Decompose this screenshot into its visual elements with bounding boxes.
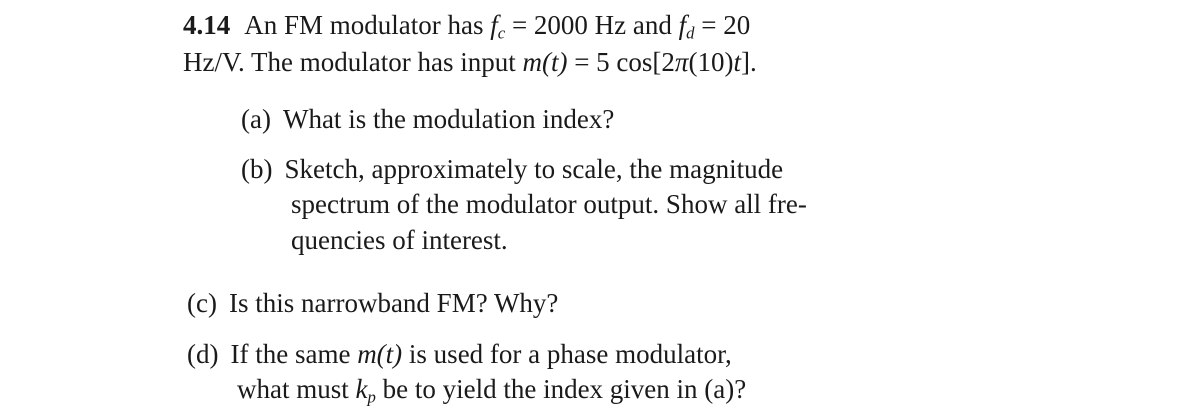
statement-text: = 20 bbox=[694, 10, 751, 40]
part-d-line-2 bbox=[237, 374, 747, 407]
part-c-text: Is this narrowband FM? Why? bbox=[228, 288, 559, 318]
part-a-label: (a) bbox=[241, 104, 271, 134]
phase-constant-symbol: $k_p$ bbox=[355, 374, 376, 407]
part-d-text: what must bbox=[237, 374, 356, 404]
statement-text: (10) bbox=[688, 47, 734, 77]
part-b-line-3 bbox=[291, 227, 508, 254]
part-a bbox=[241, 106, 614, 133]
part-d-text: be to yield the index given in (a)? bbox=[375, 374, 747, 404]
message-signal-expression: m(t) bbox=[357, 339, 403, 369]
statement-text: = 5 cos[2 bbox=[567, 47, 675, 77]
problem-statement-line-2 bbox=[183, 49, 757, 76]
part-b-text: spectrum of the modulator output. Show all fre- bbox=[291, 189, 807, 219]
pi-symbol: π bbox=[674, 47, 689, 77]
part-b-text: quencies of interest. bbox=[291, 225, 508, 255]
part-d-label: (d) bbox=[187, 339, 219, 369]
part-d-text: If the same bbox=[230, 339, 358, 369]
time-variable: t bbox=[733, 47, 741, 77]
statement-text: = 2000 Hz and bbox=[505, 10, 679, 40]
statement-text: ]. bbox=[740, 47, 757, 77]
problem-number: 4.14 bbox=[183, 10, 231, 40]
message-signal-expression: m(t) bbox=[522, 47, 568, 77]
part-d-text: is used for a phase modulator, bbox=[402, 339, 732, 369]
part-b-line-1 bbox=[241, 156, 783, 183]
part-b-label: (b) bbox=[241, 154, 273, 184]
part-d-line-1 bbox=[187, 341, 732, 368]
part-c bbox=[187, 290, 558, 317]
part-b-text: Sketch, approximately to scale, the magnitude bbox=[284, 154, 784, 184]
carrier-frequency-symbol: $f_c$ bbox=[490, 10, 506, 43]
problem-statement-line-1 bbox=[183, 10, 751, 43]
part-c-label: (c) bbox=[187, 288, 217, 318]
statement-text: Hz/V. The modulator has input bbox=[183, 47, 523, 77]
deviation-constant-symbol: $f_d$ bbox=[678, 10, 695, 43]
statement-text: An FM modulator has bbox=[244, 10, 491, 40]
part-a-text: What is the modulation index? bbox=[282, 104, 615, 134]
part-b-line-2 bbox=[291, 191, 807, 218]
